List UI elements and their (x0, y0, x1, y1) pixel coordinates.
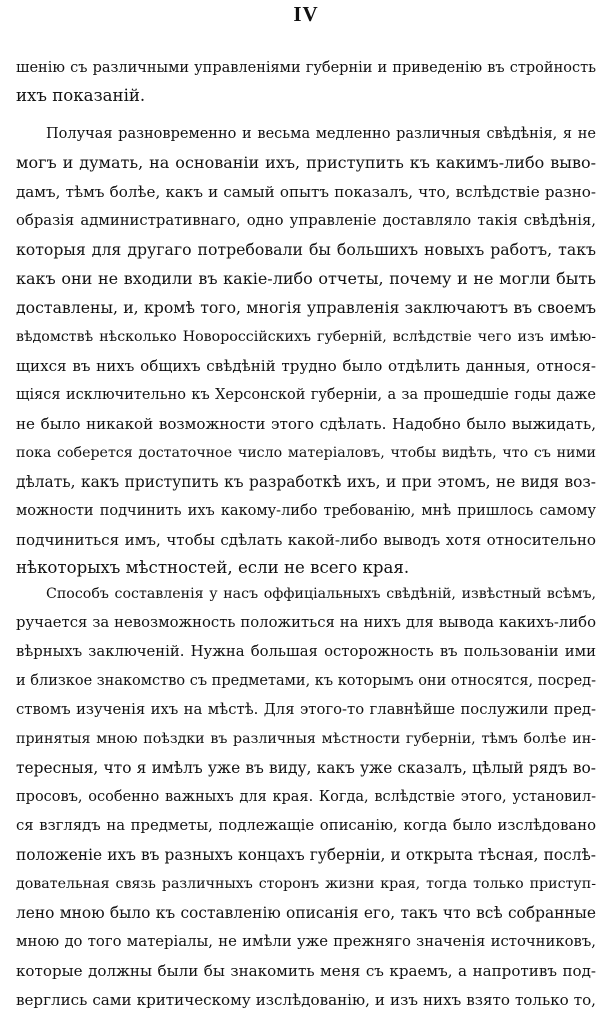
text-line: дѣлать, какъ приступить къ разработкѣ ихъ, и при этомъ, не видя воз- (16, 473, 596, 491)
text-line: которые должны были бы знакомить меня съ краемъ, а напротивъ под- (16, 962, 596, 980)
text-line: которыя для другаго потребовали бы большихъ новыхъ работъ, такъ (16, 240, 596, 259)
text-line: нѣкоторыхъ мѣстностей, если не всего края. (16, 558, 410, 577)
text-line: положеніе ихъ въ разныхъ концахъ губерніи, и открыта тѣсная, послѣ- (16, 846, 596, 864)
text-line: пока соберется достаточное число матеріаловъ, чтобы видѣть, что съ ними (16, 445, 596, 461)
text-line: мною до того матеріалы, не имѣли уже прежняго значенія источниковъ, (16, 933, 596, 950)
text-line: лено мною было къ составленію описанія его, такъ что всѣ собранные (16, 904, 596, 922)
text-line: Получая разновременно и весьма медленно различныя свѣдѣнія, я не (46, 126, 596, 142)
text-line: доставлены, и, кромѣ того, многія управленія заключаютъ въ своемъ (16, 298, 596, 317)
text-line: вѣдомствѣ нѣсколько Новороссійскихъ губерній, вслѣдствіе чего изъ имѣю- (16, 329, 596, 345)
text-line: шенію съ различными управленіями губерніи и приведенію въ стройность (16, 60, 596, 76)
text-line: какъ они не входили въ какіе-либо отчеты, почему и не могли быть (16, 269, 596, 288)
text-line: подчиниться имъ, чтобы сдѣлать какой-либо выводъ хотя относительно (16, 531, 596, 549)
text-line: щихся въ нихъ общихъ свѣдѣній трудно было отдѣлить данныя, относя- (16, 357, 596, 375)
text-line: можности подчинить ихъ какому-либо требованію, мнѣ пришлось самому (16, 503, 596, 519)
text-line: щіяся исключительно къ Херсонской губерніи, а за прошедшіе годы даже (16, 387, 596, 403)
text-line: верглись сами критическому изслѣдованію, и изъ нихъ взято только то, (16, 991, 596, 1009)
text-line: не было никакой возможности этого сдѣлать. Надобно было выжидать, (16, 415, 596, 433)
text-line: ся взглядъ на предметы, подлежащіе описанію, когда было изслѣдовано (16, 817, 596, 834)
text-line: ствомъ изученія ихъ на мѣстѣ. Для этого-то главнѣйше послужили пред- (16, 701, 596, 718)
text-line: принятыя мною поѣздки въ различныя мѣстности губерніи, тѣмъ болѣе ин- (16, 731, 596, 747)
text-line: Способъ составленія у насъ оффиціальныхъ свѣдѣній, извѣстный всѣмъ, (46, 586, 596, 602)
text-line: ихъ показаній. (16, 86, 146, 105)
text-line: и близкое знакомство съ предметами, къ которымъ они относятся, посред- (16, 673, 596, 689)
text-line: просовъ, особенно важныхъ для края. Когда, вслѣдствіе этого, установил- (16, 789, 596, 805)
text-line: могъ и думать, на основаніи ихъ, приступить къ какимъ-либо выво- (16, 153, 596, 172)
text-line: ручается за невозможность положиться на нихъ для вывода какихъ-либо (16, 614, 596, 631)
text-line: тересныя, что я имѣлъ уже въ виду, какъ уже сказалъ, цѣлый рядъ во- (16, 759, 596, 777)
page-number: IV (293, 2, 319, 26)
text-line: довательная связь различныхъ сторонъ жизни края, тогда только приступ- (16, 876, 596, 892)
text-line: вѣрныхъ заключеній. Нужна большая осторожность въ пользованіи ими (16, 643, 596, 660)
text-line: образія административнаго, одно управленіе доставляло такія свѣдѣнія, (16, 212, 596, 229)
text-line: дамъ, тѣмъ болѣе, какъ и самый опытъ показалъ, что, вслѣдствіе разно- (16, 183, 596, 201)
